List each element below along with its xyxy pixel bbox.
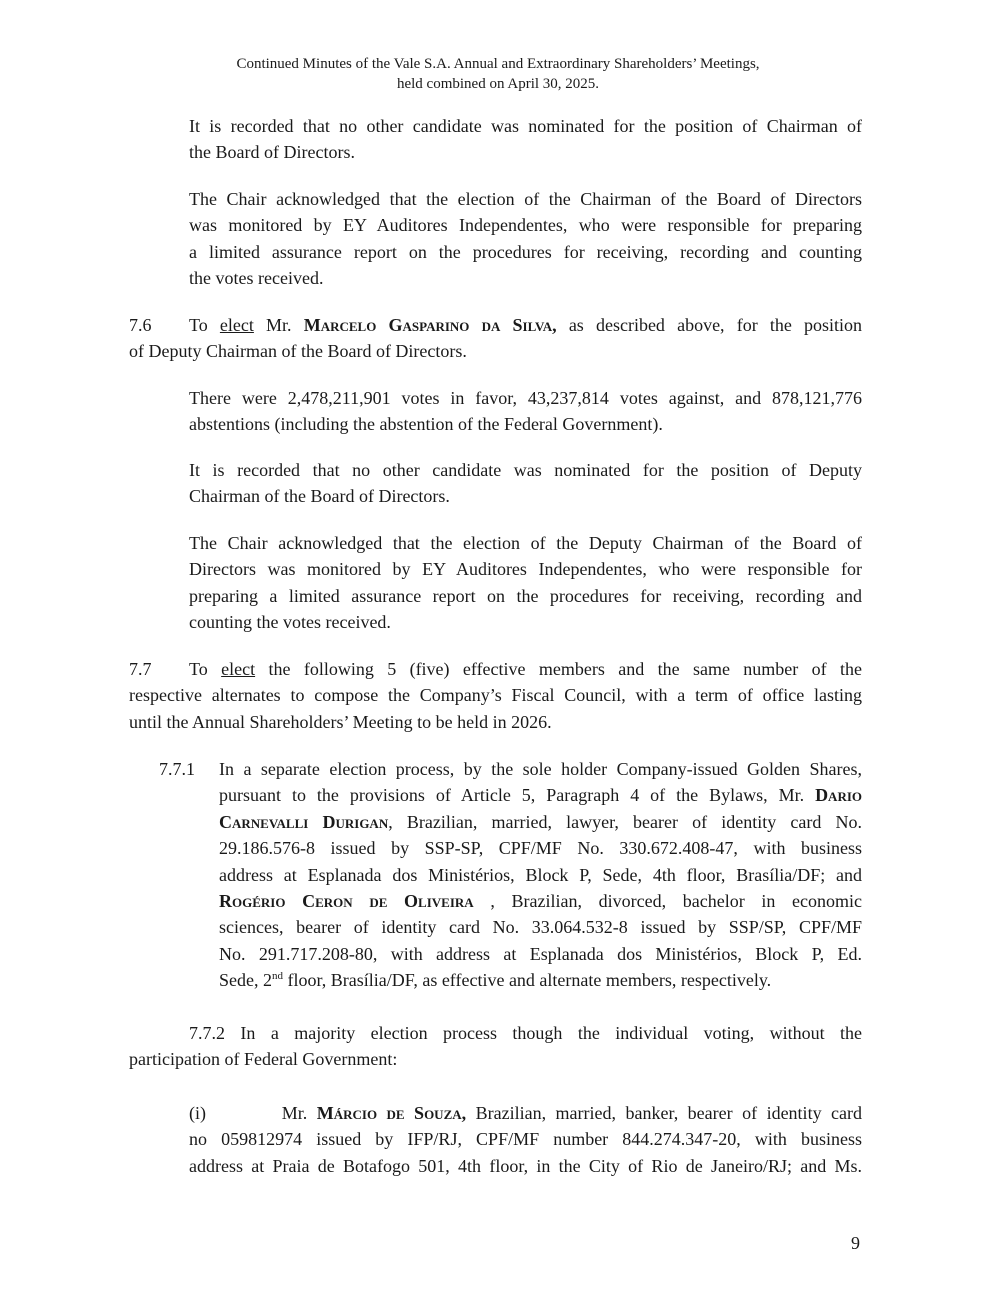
- superscript: nd: [272, 970, 283, 983]
- text: 29.186.576-8 issued by SSP-SP, CPF/MF No. 330.672.408-47, with business: [219, 838, 862, 859]
- text: In a separate election process, by the sole holder Company-issued Golden Shares,: [219, 759, 862, 779]
- text: Brazilian, married, banker, bearer of identity card: [475, 1103, 863, 1123]
- item-7-7-1: [219, 756, 862, 994]
- paragraph-vote-count: There were 2,478,211,901 votes in favor, 43,237,814 votes against, and 878,121,776 abstentions (including the abstention of the Federal Government).: [189, 388, 862, 435]
- paragraph-deputy-no-other-candidate: It is recorded that no other candidate was nominated for the position of Deputy Chairman of the Board of Directors.: [189, 460, 862, 507]
- text: no 059812974 issued by IFP/RJ, CPF/MF number 844.274.347-20, with business: [189, 1129, 862, 1150]
- item-number-7-7-1: 7.7.1: [159, 759, 195, 779]
- text: , Brazilian, married, lawyer, bearer of identity card No.: [388, 811, 863, 832]
- paragraph-deputy-ey-monitoring: The Chair acknowledged that the election of the Deputy Chairman of the Board of Directors was monitored by EY Auditores Independentes, who were responsible for preparing a limited assurance report on the procedures for receiving, recording and counting the votes received.: [189, 533, 862, 633]
- paragraph-chairman-no-other-candidate: It is recorded that no other candidate was nominated for the position of Chairman of the Board of Directors.: [189, 116, 862, 163]
- item-number-7-6: 7.6: [129, 315, 152, 335]
- running-header-line-1: Continued Minutes of the Vale S.A. Annual and Extraordinary Shareholders’ Meetings,: [236, 56, 760, 72]
- text: Sede, 2: [219, 970, 272, 991]
- person-name: Márcio de Souza,: [316, 1103, 467, 1123]
- text: pursuant to the provisions of Article 5, Paragraph 4 of the Bylaws, Mr.: [219, 785, 805, 806]
- text: respective alternates to compose the Company’s Fiscal Council, with a term of office lasting: [129, 685, 862, 706]
- item-7-7: [129, 656, 862, 735]
- person-name: Carnevalli Durigan: [219, 811, 389, 832]
- text: Mr.: [266, 315, 292, 335]
- text: No. 291.717.208-80, with address at Esplanada dos Ministérios, Block P, Ed.: [219, 943, 862, 964]
- person-name: Rogério Ceron de Oliveira: [219, 890, 474, 911]
- text: until the Annual Shareholders’ Meeting to be held in 2026.: [129, 711, 552, 732]
- text: as described above, for the position: [568, 315, 863, 335]
- text: sciences, bearer of identity card No. 33.064.532-8 issued by SSP/SP, CPF/MF: [219, 917, 862, 938]
- text: participation of Federal Government:: [129, 1049, 398, 1070]
- person-name: Dario: [815, 785, 863, 806]
- text: address at Esplanada dos Ministérios, Block P, Sede, 4th floor, Brasília/DF; and: [219, 864, 862, 885]
- elect-underlined: elect: [221, 659, 256, 679]
- item-number-i: (i): [189, 1103, 206, 1123]
- item-i: [189, 1100, 862, 1179]
- text: address at Praia de Botafogo 501, 4th floor, in the City of Rio de Janeiro/RJ; and Ms.: [189, 1155, 862, 1176]
- paragraph-chairman-ey-monitoring: The Chair acknowledged that the election of the Chairman of the Board of Directors was monitored by EY Auditores Independentes, who were responsible for preparing a limited assurance report on the procedures for receiving, recording and counting the votes received.: [189, 189, 862, 289]
- text: floor, Brasília/DF, as effective and alternate members, respectively.: [283, 970, 772, 991]
- text: To: [189, 315, 208, 335]
- page-number: 9: [851, 1233, 860, 1253]
- running-header-line-2: held combined on April 30, 2025.: [396, 76, 600, 92]
- text: 7.7.2 In a majority election process though the individual voting, without the: [189, 1023, 862, 1043]
- text: of Deputy Chairman of the Board of Directors.: [129, 341, 467, 362]
- item-7-7-2: [129, 1020, 862, 1073]
- text: To: [189, 659, 208, 679]
- person-name: Marcelo Gasparino da Silva,: [303, 315, 557, 335]
- item-number-7-7: 7.7: [129, 659, 152, 679]
- text: the following 5 (five) effective members and the same number of the: [268, 659, 863, 679]
- text: , Brazilian, divorced, bachelor in economic: [473, 890, 862, 911]
- elect-underlined: elect: [219, 315, 254, 335]
- text: Mr.: [281, 1103, 308, 1123]
- item-7-6: [129, 312, 862, 365]
